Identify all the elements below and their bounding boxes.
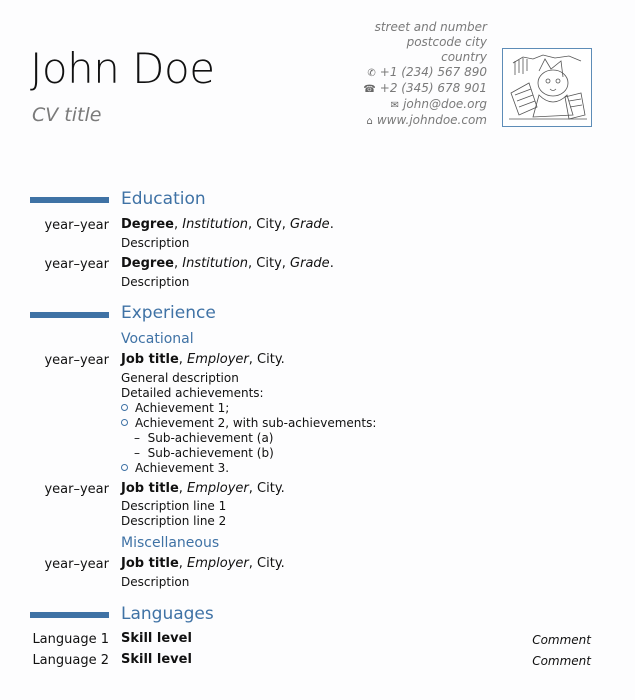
job-title: Job title [121, 481, 179, 496]
address-line: postcode city [406, 35, 487, 49]
degree: Degree [121, 217, 174, 232]
city: City [256, 217, 282, 232]
language-level: Skill level [121, 631, 192, 646]
address-line: street and number [374, 20, 487, 34]
cv-title: CV title [32, 104, 102, 126]
language-name: Language 1 [32, 632, 109, 647]
description-line: Description line 1 [121, 499, 227, 513]
entry-date: year–year [44, 257, 109, 272]
circle-bullet-icon [121, 404, 128, 411]
city: City [256, 256, 282, 271]
section-title-languages: Languages [121, 604, 214, 624]
institution: Institution [182, 217, 249, 232]
section-bar [30, 312, 109, 318]
job-entry-heading: Job title, Employer, City. [121, 481, 285, 496]
entry-date: year–year [44, 218, 109, 233]
city: City [257, 352, 281, 367]
job-title: Job title [121, 556, 179, 571]
entry-date: year–year [44, 353, 109, 368]
achievement-item: Achievement 3. [121, 461, 229, 475]
profile-photo [502, 48, 592, 127]
entry-date: year–year [44, 482, 109, 497]
city: City [257, 556, 281, 571]
entry-description: Description [121, 275, 190, 289]
institution: Institution [182, 256, 249, 271]
language-level: Skill level [121, 652, 192, 667]
grade: Grade [290, 256, 330, 271]
sub-achievement-item: – Sub-achievement (b) [134, 446, 274, 460]
general-description: General description [121, 371, 239, 385]
city: City [257, 481, 281, 496]
language-name: Language 2 [32, 653, 109, 668]
envelope-icon: ✉ [390, 100, 400, 111]
sub-achievement-item: – Sub-achievement (a) [134, 431, 274, 445]
email-link[interactable]: john@doe.org [403, 97, 487, 111]
achievement-item: Achievement 2, with sub-achievements: [121, 416, 376, 430]
web-icon: ⌂ [366, 116, 373, 127]
grade: Grade [290, 217, 330, 232]
language-comment: Comment [532, 654, 591, 668]
phone-icon: ☎ [363, 84, 376, 95]
subsection-title-vocational: Vocational [121, 331, 194, 347]
employer: Employer [187, 481, 249, 496]
section-bar [30, 612, 109, 618]
detailed-achievements-label: Detailed achievements: [121, 386, 264, 400]
section-title-experience: Experience [121, 303, 216, 323]
cat-sketch-picture [503, 49, 591, 126]
achievement-item: Achievement 1; [121, 401, 229, 415]
address-line: country [441, 50, 487, 64]
description-line: Description line 2 [121, 514, 227, 528]
education-entry-heading: Degree, Institution, City, Grade. [121, 217, 334, 232]
phone-mobile: +1 (234) 567 890 [379, 65, 487, 79]
website-link[interactable]: www.johndoe.com [376, 113, 487, 127]
entry-date: year–year [44, 557, 109, 572]
circle-bullet-icon [121, 464, 128, 471]
cv-name: John Doe [30, 44, 215, 93]
section-title-education: Education [121, 189, 206, 209]
employer: Employer [187, 556, 249, 571]
phone-fixed: +2 (345) 678 901 [379, 81, 487, 95]
job-entry-heading: Job title, Employer, City. [121, 352, 285, 367]
education-entry-heading: Degree, Institution, City, Grade. [121, 256, 334, 271]
circle-bullet-icon [121, 419, 128, 426]
subsection-title-miscellaneous: Miscellaneous [121, 535, 220, 551]
section-bar [30, 197, 109, 203]
mobile-phone-icon: ✆ [367, 68, 376, 79]
employer: Employer [187, 352, 249, 367]
entry-description: Description [121, 236, 190, 250]
contact-block [363, 20, 487, 129]
job-title: Job title [121, 352, 179, 367]
entry-description: Description [121, 575, 190, 589]
job-entry-heading: Job title, Employer, City. [121, 556, 285, 571]
language-comment: Comment [532, 633, 591, 647]
degree: Degree [121, 256, 174, 271]
